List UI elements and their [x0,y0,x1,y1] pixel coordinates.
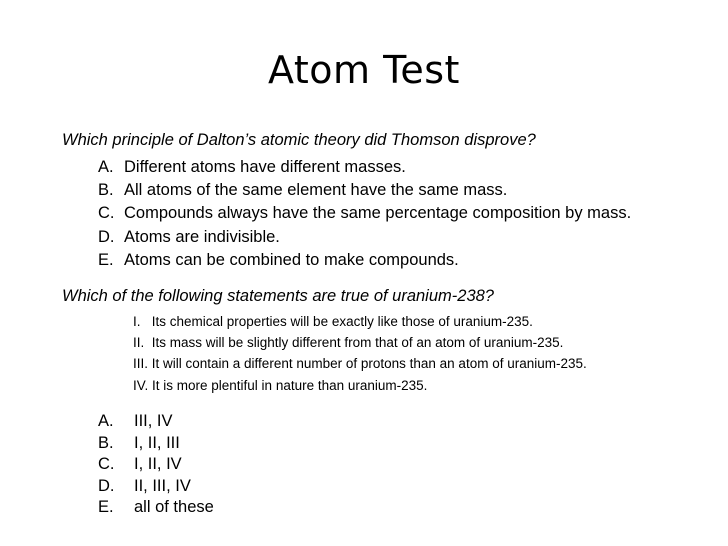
choice-text: II, III, IV [134,476,191,495]
choice-letter: C. [98,455,115,474]
choice-item [98,476,214,498]
choice-letter: B. [98,181,114,200]
choice-text: I, II, IV [134,455,182,474]
choice-item [98,249,631,272]
choice-letter: B. [98,433,114,452]
choice-letter: C. [98,204,115,223]
choice-letter: A. [98,158,114,176]
choice-text: III, IV [134,412,173,430]
statement-item: II. Its mass will be slightly different from that of an atom of uranium-235. [133,335,564,350]
choice-text: Different atoms have different masses. [124,158,406,176]
statement-item: III. It will contain a different number of protons than an atom of uranium-235. [133,356,587,371]
question-2-choices [98,411,214,519]
choice-letter: E. [98,250,114,269]
choice-letter: D. [98,227,115,246]
choice-item [98,179,631,202]
choice-item [98,497,214,519]
question-2-prompt: Which of the following statements are true of uranium-238? [62,287,494,305]
question-1-choices [98,156,631,272]
choice-text: all of these [134,498,214,517]
question-1-prompt: Which principle of Dalton’s atomic theory did Thomson disprove? [62,131,536,149]
choice-item [98,454,214,476]
choice-letter: E. [98,498,114,517]
choice-text: Atoms are indivisible. [124,227,280,246]
choice-text: All atoms of the same element have the same mass. [124,181,508,200]
choice-item [98,226,631,249]
choice-text: Compounds always have the same percentage composition by mass. [124,204,632,223]
choice-item [98,433,214,455]
choice-item [98,411,214,433]
slide-title: Atom Test [268,48,460,92]
choice-letter: D. [98,476,115,495]
choice-item [98,202,631,225]
statement-item: IV. It is more plentiful in nature than uranium-235. [133,378,428,393]
statement-item: I. Its chemical properties will be exactly like those of uranium-235. [133,314,533,329]
choice-item [98,156,631,179]
choice-text: Atoms can be combined to make compounds. [124,250,459,269]
choice-text: I, II, III [134,433,180,452]
question-2-statements [133,313,587,398]
choice-letter: A. [98,412,114,430]
